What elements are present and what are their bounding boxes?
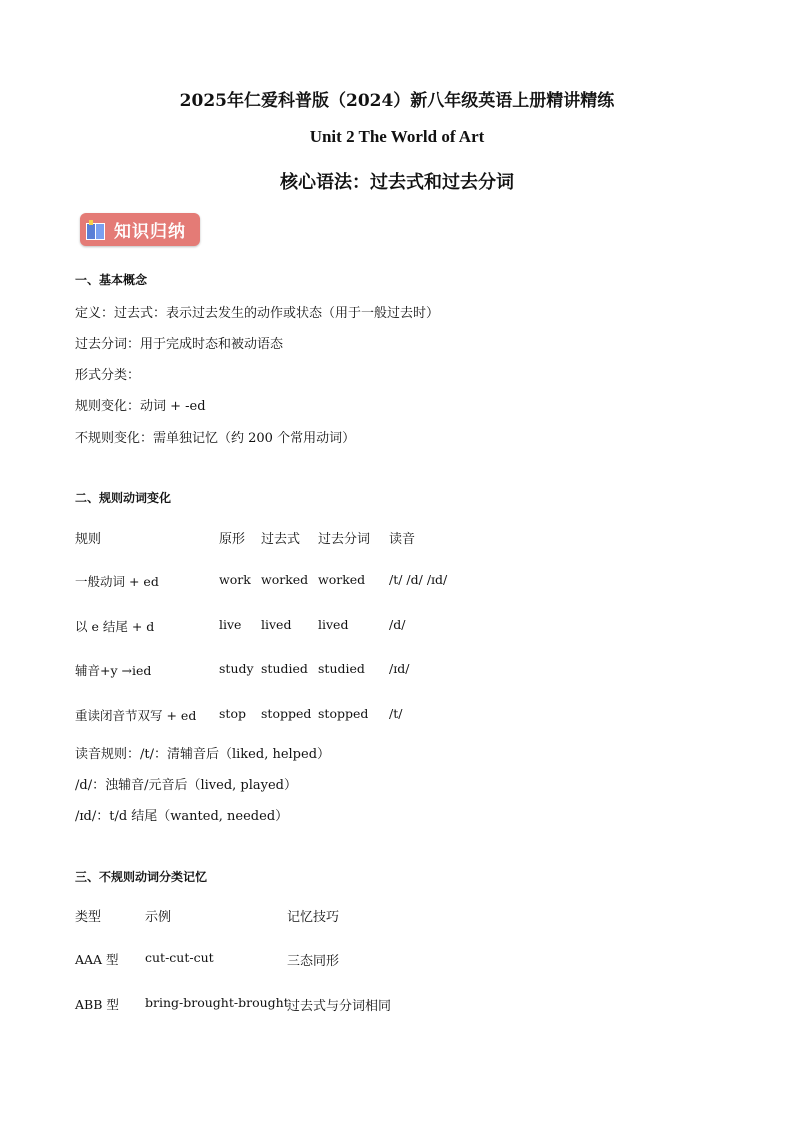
knowledge-summary-badge (80, 213, 200, 246)
table-cell: /ɪd/ (389, 661, 410, 676)
table-header: 类型 (75, 910, 102, 925)
section1-line: 规则变化：动词 + -ed (75, 399, 206, 414)
book-icon (86, 220, 104, 240)
table-cell: 辅音+y →ied (75, 663, 152, 678)
section1-line: 不规则变化：需单独记忆（约 200 个常用动词） (75, 431, 356, 446)
pronunciation-note: /ɪd/：t/d 结尾（wanted, needed） (75, 809, 289, 824)
section1-line: 定义：过去式：表示过去发生的动作或状态（用于一般过去时） (75, 306, 440, 321)
table-header: 过去式 (261, 532, 301, 547)
table-cell: work (219, 572, 251, 587)
table-cell: AAA 型 (75, 952, 119, 967)
table-cell: ABB 型 (75, 997, 119, 1012)
table-cell: /t/ /d/ /ɪd/ (389, 572, 448, 587)
table-header: 示例 (145, 910, 172, 925)
table-cell: study (219, 661, 254, 676)
table-cell: 重读闭音节双写 + ed (75, 708, 197, 723)
table-cell: 过去式与分词相同 (287, 999, 392, 1014)
table-cell: live (219, 617, 242, 632)
table-cell: studied (261, 661, 308, 676)
section1-line: 过去分词：用于完成时态和被动语态 (75, 337, 284, 352)
document-title: 2025年仁爱科普版（2024）新八年级英语上册精讲精练 (179, 91, 615, 111)
table-cell: worked (318, 572, 366, 587)
table-cell: /t/ (389, 706, 403, 721)
table-cell: cut-cut-cut (145, 950, 214, 965)
table-cell: stopped (318, 706, 369, 721)
table-cell: lived (318, 617, 349, 632)
table-cell: studied (318, 661, 365, 676)
section2-heading: 二、规则动词变化 (75, 491, 172, 505)
table-header: 过去分词 (318, 532, 371, 547)
table-cell: 一般动词 + ed (75, 574, 159, 589)
table-header: 规则 (75, 532, 102, 547)
table-cell: stop (219, 706, 246, 721)
pronunciation-note: /d/：浊辅音/元音后（lived, played） (75, 778, 297, 793)
table-cell: stopped (261, 706, 312, 721)
section3-heading: 三、不规则动词分类记忆 (75, 870, 208, 884)
pronunciation-note: 读音规则：/t/：清辅音后（liked, helped） (75, 747, 331, 762)
table-cell: /d/ (389, 617, 406, 632)
table-header: 原形 (219, 532, 246, 547)
table-cell: lived (261, 617, 292, 632)
table-cell: bring-brought-brought (145, 995, 289, 1010)
table-cell: worked (261, 572, 309, 587)
section1-line: 形式分类： (75, 368, 141, 383)
table-header: 读音 (389, 532, 416, 547)
badge-label: 知识归纳 (114, 222, 186, 242)
table-cell: 以 e 结尾 + d (75, 619, 155, 634)
unit-title: Unit 2 The World of Art (309, 127, 485, 146)
grammar-title: 核心语法：过去式和过去分词 (280, 172, 514, 193)
table-cell: 三态同形 (287, 954, 340, 969)
section1-heading: 一、基本概念 (75, 273, 148, 287)
table-header: 记忆技巧 (287, 910, 340, 925)
